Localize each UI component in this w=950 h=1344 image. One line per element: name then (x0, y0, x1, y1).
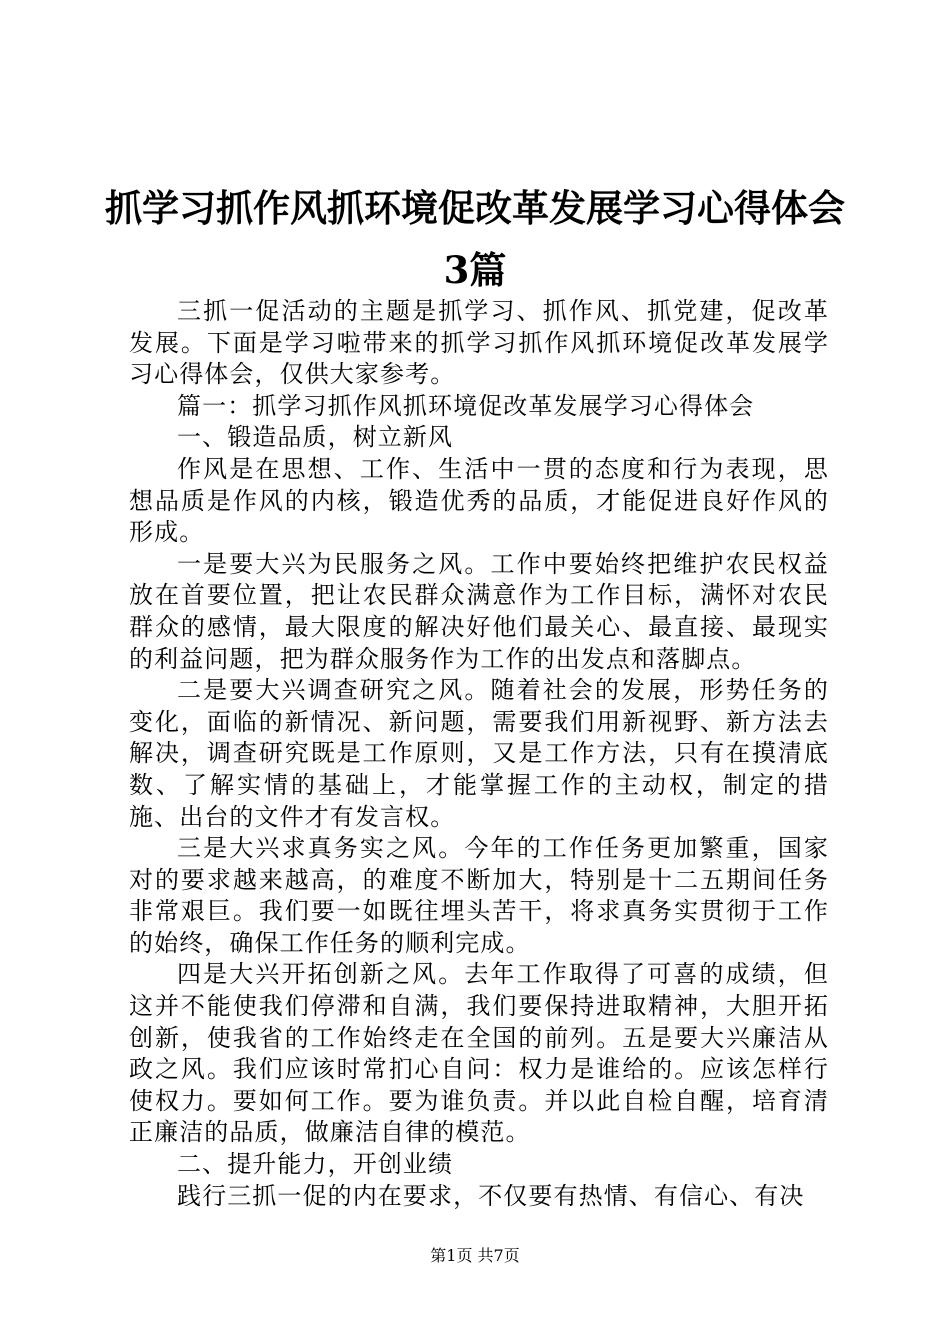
paragraph: 践行三抓一促的内在要求，不仅要有热情、有信心、有决 (177, 1181, 805, 1210)
document-title-line1: 抓学习抓作风抓环境促改革发展学习心得体会 (105, 186, 845, 230)
document-body (129, 296, 829, 1212)
paragraph: 二是要大兴调查研究之风。随着社会的发展，形势任务的变化，面临的新情况、新问题，需要我们用新视野、新方法去解决，调查研究既是工作原则，又是工作方法，只有在摸清底数、了解实情的基础上，才能掌握工作的主动权，制定的措施、出台的文件才有发言权。 (129, 676, 829, 831)
paragraph-intro: 三抓一促活动的主题是抓学习、抓作风、抓党建，促改革发展。下面是学习啦带来的抓学习抓作风抓环境促改革发展学习心得体会，仅供大家参考。 (129, 297, 829, 389)
document-title-line2: 3篇 (443, 248, 507, 292)
paragraph: 三是大兴求真务实之风。今年的工作任务更加繁重，国家对的要求越来越高，的难度不断加大，特别是十二五期间任务非常艰巨。我们要一如既往埋头苦干，将求真务实贯彻于工作的始终，确保工作任务的顺利完成。 (129, 834, 829, 957)
page-footer: 第1页 共7页 (430, 1246, 520, 1265)
paragraph-section-title: 篇一：抓学习抓作风抓环境促改革发展学习心得体会 (177, 391, 755, 420)
paragraph: 作风是在思想、工作、生活中一贯的态度和行为表现，思想品质是作风的内核，锻造优秀的品质，才能促进良好作风的形成。 (129, 454, 829, 547)
paragraph: 一是要大兴为民服务之风。工作中要始终把维护农民权益放在首要位置，把让农民群众满意作为工作目标，满怀对农民群众的感情，最大限度的解决好他们最关心、最直接、最现实的利益问题，把为群众服务作为工作的出发点和落脚点。 (129, 549, 829, 673)
paragraph-heading-1: 一、锻造品质，树立新风 (177, 423, 454, 452)
paragraph: 四是大兴开拓创新之风。去年工作取得了可喜的成绩，但这并不能使我们停滞和自满，我们要保持进取精神，大胆开拓创新，使我省的工作始终走在全国的前列。五是要大兴廉洁从政之风。我们应该时常扪心自问：权力是谁给的。应该怎样行使权力。要如何工作。要为谁负责。并以此自检自醒，培育清正廉洁的品质，做廉洁自律的模范。 (129, 960, 829, 1147)
paragraph-heading-2: 二、提升能力，开创业绩 (177, 1150, 454, 1179)
